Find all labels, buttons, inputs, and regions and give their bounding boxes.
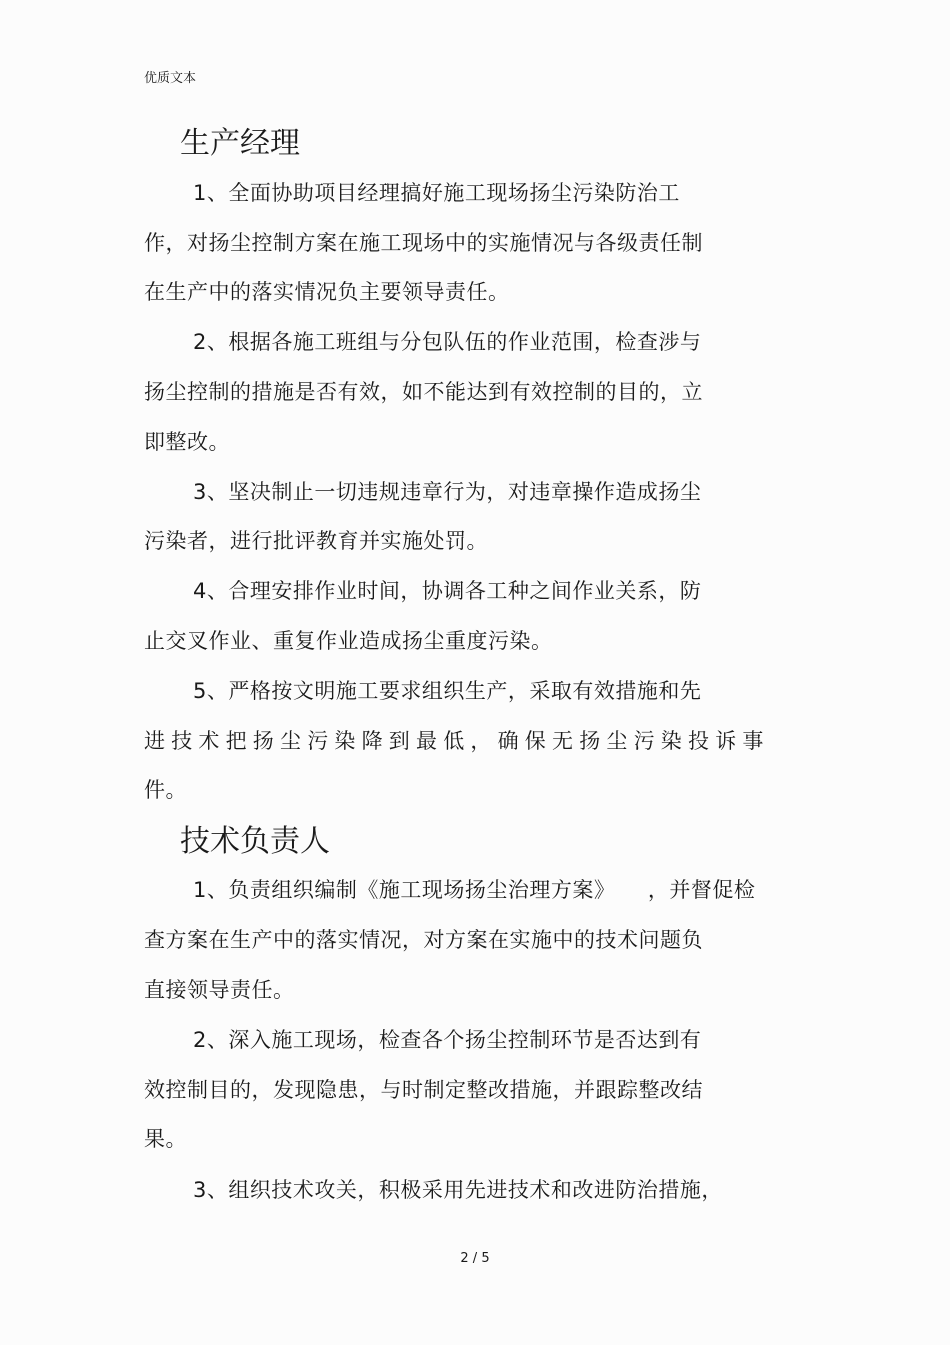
paragraph-line: 5、严格按文明施工要求组织生产，采取有效措施和先: [193, 679, 702, 703]
section-heading-production-manager: 生产经理: [180, 126, 300, 161]
paragraph-line: 3、坚决制止一切违规违章行为，对违章操作造成扬尘: [193, 480, 702, 504]
paragraph-line: 果。: [144, 1127, 187, 1151]
page-total: 5: [481, 1251, 490, 1266]
page-separator: /: [472, 1251, 478, 1266]
paragraph-line: 止交叉作业、重复作业造成扬尘重度污染。: [144, 629, 553, 653]
paragraph-line: 2、深入施工现场，检查各个扬尘控制环节是否达到有: [193, 1028, 702, 1052]
paragraph-line: 件。: [144, 778, 187, 802]
paragraph-line: 2、根据各施工班组与分包队伍的作业范围，检查涉与: [193, 330, 702, 354]
paragraph-line: 即整改。: [144, 430, 230, 454]
paragraph-line: 扬尘控制的措施是否有效，如不能达到有效控制的目的，立: [144, 380, 703, 404]
paragraph-line: 进技术把扬尘污染降到最低，确保无扬尘污染投诉事: [144, 729, 770, 753]
paragraph-line: 作，对扬尘控制方案在施工现场中的实施情况与各级责任制: [144, 231, 703, 255]
paragraph-line: 3、组织技术攻关，积极采用先进技术和改进防治措施，: [193, 1178, 723, 1202]
paragraph-line: 查方案在生产中的落实情况，对方案在实施中的技术问题负: [144, 928, 703, 952]
paragraph-line: 效控制目的，发现隐患，与时制定整改措施，并跟踪整改结: [144, 1078, 703, 1102]
page-number: [0, 1250, 950, 1268]
section-heading-technical-lead: 技术负责人: [180, 824, 330, 859]
paragraph-line: 直接领导责任。: [144, 978, 295, 1002]
paragraph-line: 1、全面协助项目经理搞好施工现场扬尘污染防治工: [193, 181, 680, 205]
paragraph-line: 在生产中的落实情况负主要领导责任。: [144, 280, 510, 304]
page-current: 2: [460, 1251, 469, 1266]
paragraph-line: 1、负责组织编制《施工现场扬尘治理方案》 ，并督促检: [193, 878, 756, 902]
paragraph-line: 4、合理安排作业时间，协调各工种之间作业关系，防: [193, 579, 702, 603]
header-label: 优质文本: [144, 71, 197, 86]
paragraph-line: 污染者，进行批评教育并实施处罚。: [144, 529, 488, 553]
